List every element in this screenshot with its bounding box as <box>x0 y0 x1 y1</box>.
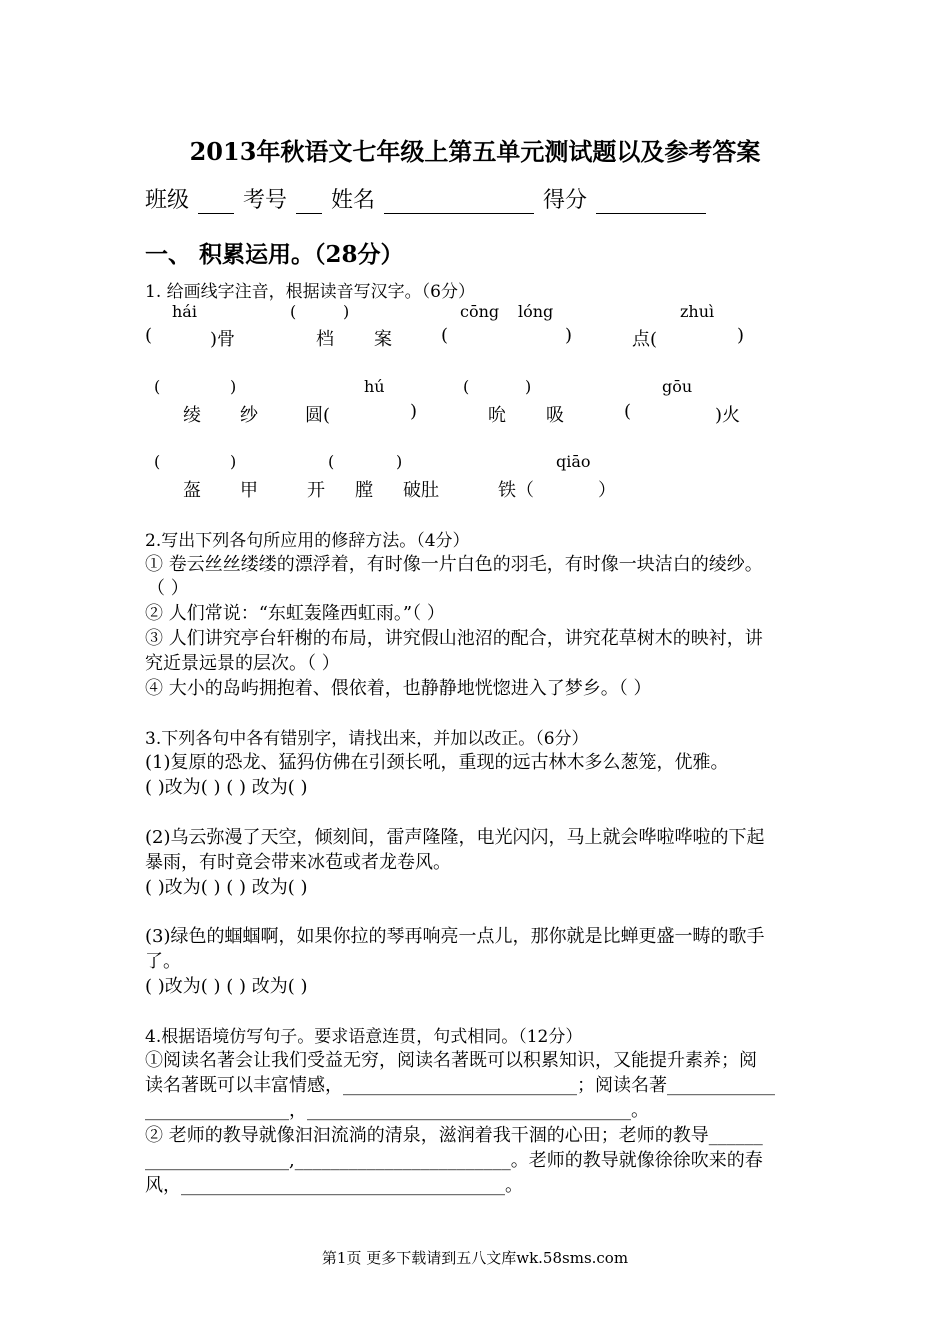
pinyin: gōu <box>662 377 693 396</box>
word-part: 开 <box>307 480 325 501</box>
word-part: 档 <box>316 329 334 350</box>
score-label: 得分 <box>543 188 588 213</box>
name-label: 姓名 <box>331 188 376 213</box>
pinyin: zhuì <box>680 302 715 321</box>
pinyin: qiāo <box>556 452 591 471</box>
paren: ) <box>737 325 745 346</box>
q4-line-4[interactable]: ② 老师的教导就像汩汩流淌的清泉，滋润着我干涸的心田；老师的教导______ <box>145 1125 763 1146</box>
q2-sentence-2: ② 人们常说：“东虹轰隆西虹雨。”（ ） <box>145 603 445 624</box>
page-footer: 第1页 更多下载请到五八文库wk.58sms.com <box>321 1249 629 1267</box>
paren: ( <box>624 401 632 422</box>
student-info-line <box>145 183 708 214</box>
paren: ) <box>525 377 532 396</box>
section-heading: 一、 积累运用。（28分） <box>145 241 404 268</box>
word-part: 案 <box>374 329 392 350</box>
q3-sentence-3-cont: 了。 <box>145 951 181 972</box>
word-part: 破肚 <box>403 480 439 501</box>
word-part: )骨 <box>210 329 236 350</box>
q4-heading: 4.根据语境仿写句子。要求语意连贯，句式相同。（12分） <box>145 1027 583 1047</box>
number-blank[interactable] <box>296 189 322 214</box>
paren: ） <box>598 480 616 501</box>
paren: ) <box>343 302 350 321</box>
q4-line-5[interactable]: ________________,________________________。老师的教导就像徐徐吹来的春 <box>145 1150 763 1171</box>
q4-line-6[interactable]: 风，____________________________________。 <box>145 1175 523 1196</box>
q4-line-2[interactable]: 读名著既可以丰富情感，__________________________；阅读名著____________ <box>145 1075 775 1096</box>
q2-sentence-3: ③ 人们讲究亭台轩榭的布局，讲究假山池沼的配合，讲究花草树木的映衬，讲 <box>145 628 763 649</box>
paren: ( <box>154 377 161 396</box>
paren: ) <box>230 377 237 396</box>
pinyin: hái <box>172 302 197 321</box>
q3-sentence-1: (1)复原的恐龙、猛犸仿佛在引颈长吼，重现的远古林木多么葱笼，优雅。 <box>145 752 729 773</box>
class-blank[interactable] <box>198 189 234 214</box>
q2-heading: 2.写出下列各句所应用的修辞方法。（4分） <box>145 531 470 551</box>
q4-line-1: ①阅读名著会让我们受益无穷，阅读名著既可以积累知识，又能提升素养；阅 <box>145 1050 757 1071</box>
q3-answer-1[interactable]: ( )改为( ) ( ) 改为( ) <box>145 777 308 798</box>
q2-answer-blank-1[interactable]: （ ） <box>147 578 189 599</box>
word-part: )火 <box>715 405 741 426</box>
paren: ( <box>328 452 335 471</box>
q2-sentence-3-cont: 究近景远景的层次。（ ） <box>145 653 340 674</box>
q3-sentence-2: (2)乌云弥漫了天空，倾刻间，雷声隆隆，电光闪闪，马上就会哗啦哗啦的下起 <box>145 827 765 848</box>
q2-sentence-1: ① 卷云丝丝缕缕的漂浮着，有时像一片白色的羽毛，有时像一块洁白的绫纱。 <box>145 554 763 575</box>
number-label: 考号 <box>243 188 288 213</box>
word-part: 铁（ <box>498 480 534 501</box>
word-part: 圆( <box>305 405 331 426</box>
paren: ( <box>441 325 449 346</box>
word-part: 吮 <box>488 405 506 426</box>
q3-answer-2[interactable]: ( )改为( ) ( ) 改为( ) <box>145 877 308 898</box>
q3-sentence-3: (3)绿色的蝈蝈啊，如果你拉的琴再响亮一点儿，那你就是比蝉更盛一畴的歌手 <box>145 926 765 947</box>
pinyin: cōng <box>460 302 500 321</box>
name-blank[interactable] <box>384 189 534 214</box>
pinyin: hú <box>364 377 385 396</box>
word-part: 纱 <box>240 405 258 426</box>
word-part: 盔 <box>183 480 201 501</box>
page-title: 2013年秋语文七年级上第五单元测试题以及参考答案 <box>189 137 761 166</box>
paren: ) <box>396 452 403 471</box>
paren: ) <box>565 325 573 346</box>
word-part: 点( <box>632 329 658 350</box>
class-label: 班级 <box>145 188 190 213</box>
word-part: 甲 <box>240 480 258 501</box>
q3-heading: 3.下列各句中各有错别字，请找出来，并加以改正。（6分） <box>145 729 589 749</box>
q2-sentence-4: ④ 大小的岛屿拥抱着、偎依着，也静静地恍惚进入了梦乡。（ ） <box>145 678 652 699</box>
q1-heading: 1. 给画线字注音，根据读音写汉字。（6分） <box>145 282 475 302</box>
paren: ( <box>290 302 297 321</box>
paren: ( <box>463 377 470 396</box>
paren: ) <box>230 452 237 471</box>
word-part: 绫 <box>183 405 201 426</box>
word-part: 膛 <box>355 480 373 501</box>
q4-line-3[interactable]: ________________，____________________________________。 <box>145 1100 649 1121</box>
q3-sentence-2-cont: 暴雨，有时竟会带来冰苞或者龙卷风。 <box>145 852 451 873</box>
q3-answer-3[interactable]: ( )改为( ) ( ) 改为( ) <box>145 976 308 997</box>
score-blank[interactable] <box>596 189 706 214</box>
paren: ( <box>145 325 153 346</box>
paren: ( <box>154 452 161 471</box>
paren: ) <box>410 401 418 422</box>
pinyin: lóng <box>518 302 554 321</box>
word-part: 吸 <box>546 405 564 426</box>
